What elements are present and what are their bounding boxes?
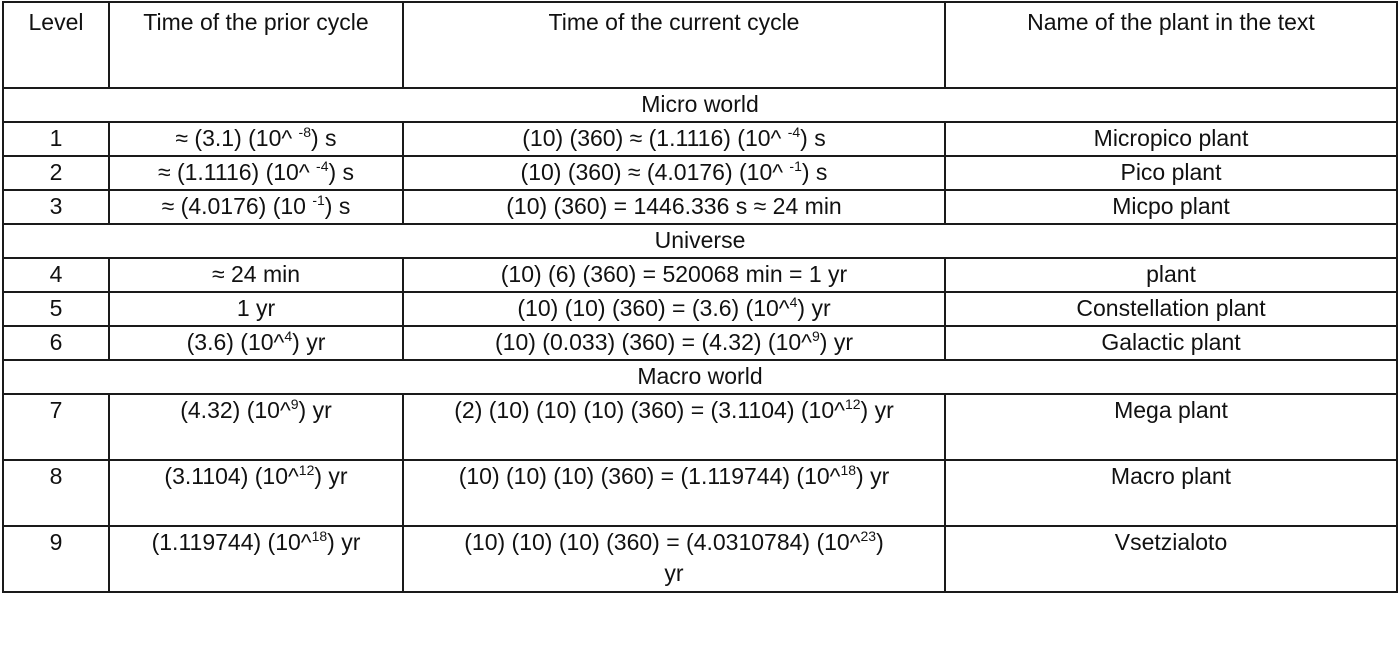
plant-name-cell: Mega plant — [945, 394, 1397, 460]
current-cycle-cell: (10) (0.033) (360) = (4.32) (10^$^9$) yr — [403, 326, 945, 360]
table-row — [3, 258, 1397, 292]
prior-cycle-cell: 1 yr — [109, 292, 403, 326]
table-row — [3, 292, 1397, 326]
current-cycle-cell: (10) (6) (360) = 520068 min = 1 yr — [403, 258, 945, 292]
level-cell: 5 — [3, 292, 109, 326]
prior-cycle-cell: ≈ 24 min — [109, 258, 403, 292]
section-row — [3, 360, 1397, 394]
header-plant-name: Name of the plant in the text — [945, 2, 1397, 88]
section-row — [3, 224, 1397, 258]
current-cycle-cell: (10) (10) (360) = (3.6) (10^$^4$) yr — [403, 292, 945, 326]
section-title: Universe — [3, 224, 1397, 258]
header-level: Level — [3, 2, 109, 88]
plant-name-cell: Constellation plant — [945, 292, 1397, 326]
table-row — [3, 526, 1397, 592]
current-cycle-cell: (2) (10) (10) (10) (360) = (3.1104) (10^$^{12}$) yr — [403, 394, 945, 460]
plant-name-cell: plant — [945, 258, 1397, 292]
prior-cycle-cell: ≈ (3.1) (10^ $^{-8}$) s — [109, 122, 403, 156]
header-prior-cycle: Time of the prior cycle — [109, 2, 403, 88]
table-row — [3, 394, 1397, 460]
section-title: Micro world — [3, 88, 1397, 122]
level-cell: 1 — [3, 122, 109, 156]
section-title: Macro world — [3, 360, 1397, 394]
current-cycle-cell: (10) (360) ≈ (4.0176) (10^ $^{-1}$) s — [403, 156, 945, 190]
section-row — [3, 88, 1397, 122]
level-cell: 3 — [3, 190, 109, 224]
plant-name-cell: Micropico plant — [945, 122, 1397, 156]
table-row — [3, 460, 1397, 526]
level-cell: 6 — [3, 326, 109, 360]
plant-name-cell: Vsetzialoto — [945, 526, 1397, 592]
current-cycle-cell: (10) (360) ≈ (1.1116) (10^ $^{-4}$) s — [403, 122, 945, 156]
level-cell: 2 — [3, 156, 109, 190]
table-row — [3, 326, 1397, 360]
prior-cycle-cell: (3.6) (10^$^4$) yr — [109, 326, 403, 360]
prior-cycle-cell: (1.119744) (10^$^{18}$) yr — [109, 526, 403, 592]
plant-name-cell: Galactic plant — [945, 326, 1397, 360]
plant-name-cell: Macro plant — [945, 460, 1397, 526]
level-cell: 9 — [3, 526, 109, 592]
prior-cycle-cell: (4.32) (10^$^9$) yr — [109, 394, 403, 460]
level-cell: 8 — [3, 460, 109, 526]
level-cell: 4 — [3, 258, 109, 292]
plant-name-cell: Micpo plant — [945, 190, 1397, 224]
prior-cycle-cell: ≈ (4.0176) (10 $^{-1}$) s — [109, 190, 403, 224]
current-cycle-cell: (10) (360) = 1446.336 s ≈ 24 min — [403, 190, 945, 224]
plant-cycle-table — [2, 1, 1398, 593]
header-current-cycle: Time of the current cycle — [403, 2, 945, 88]
current-cycle-cell: (10) (10) (10) (360) = (1.119744) (10^$^{18}$) yr — [403, 460, 945, 526]
level-cell: 7 — [3, 394, 109, 460]
table-row — [3, 156, 1397, 190]
plant-name-cell: Pico plant — [945, 156, 1397, 190]
current-cycle-cell: (10) (10) (10) (360) = (4.0310784) (10^$^{23}$) yr — [403, 526, 945, 592]
table-row — [3, 122, 1397, 156]
prior-cycle-cell: ≈ (1.1116) (10^ $^{-4}$) s — [109, 156, 403, 190]
table-row — [3, 190, 1397, 224]
prior-cycle-cell: (3.1104) (10^$^{12}$) yr — [109, 460, 403, 526]
header-row — [3, 2, 1397, 88]
